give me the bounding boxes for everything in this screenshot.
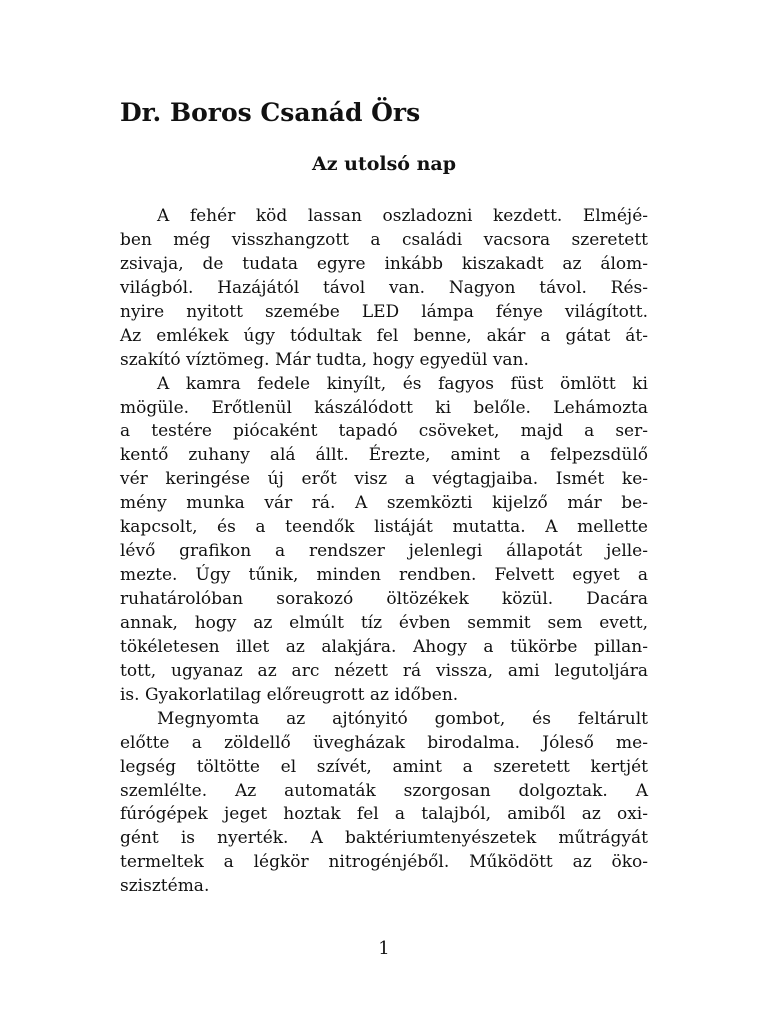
text-line: világból. Hazájától távol van. Nagyon távol. Rés- — [120, 277, 648, 298]
text-line: szemlélte. Az automaták szorgosan dolgoztak. A — [120, 780, 648, 801]
text-line: A fehér köd lassan oszladozni kezdett. Elméjé- — [157, 206, 648, 226]
text-line: ben még visszhangzott a családi vacsora szeretett — [120, 229, 648, 250]
text-line: kentő zuhany alá állt. Érezte, amint a felpezsdülő — [120, 445, 648, 466]
text-line: A kamra fedele kinyílt, és fagyos füst ömlött ki — [157, 373, 648, 394]
story-body — [120, 205, 648, 899]
paragraph — [120, 205, 648, 373]
text-line: lévő grafikon a rendszer jelenlegi állapotát jelle- — [120, 541, 648, 562]
chapter-title: Az utolsó nap — [311, 153, 457, 175]
text-line: mény munka vár rá. A szemközti kijelző már be- — [120, 493, 648, 514]
text-line: tott, ugyanaz az arc nézett rá vissza, ami legutoljára — [120, 660, 648, 681]
text-line: Megnyomta az ajtónyitó gombot, és feltárult — [157, 708, 648, 729]
text-line: szakító víztömeg. Már tudta, hogy egyedül van. — [120, 349, 529, 370]
text-line: annak, hogy az elmúlt tíz évben semmit sem evett, — [120, 612, 648, 633]
text-line: legség töltötte el szívét, amint a szeretett kertjét — [120, 756, 648, 777]
text-line: vér keringése új erőt visz a végtagjaiba. Ismét ke- — [120, 469, 648, 490]
page-number: 1 — [378, 938, 390, 959]
text-line: zsivaja, de tudata egyre inkább kiszakadt az álom- — [120, 253, 648, 274]
text-line: ruhatárolóban sorakozó öltözékek közül. Dacára — [120, 589, 648, 609]
text-line: nyire nyitott szemébe LED lámpa fénye világított. — [120, 301, 648, 322]
text-line: a testére piócaként tapadó csöveket, majd a ser- — [120, 421, 648, 442]
paragraph — [120, 708, 648, 900]
text-line: gént is nyerték. A baktériumtenyészetek műtrágyát — [120, 828, 648, 849]
text-line: szisztéma. — [120, 876, 210, 897]
text-line: mezte. Úgy tűnik, minden rendben. Felvett egyet a — [120, 565, 648, 586]
paragraph — [120, 373, 648, 708]
text-line: termeltek a légkör nitrogénjéből. Működött az öko- — [120, 852, 648, 873]
author-name: Dr. Boros Csanád Örs — [120, 98, 421, 127]
text-line: Az emlékek úgy tódultak fel benne, akár a gátat át- — [120, 325, 648, 346]
text-line: tökéletesen illet az alakjára. Ahogy a tükörbe pillan- — [120, 636, 648, 657]
text-line: is. Gyakorlatilag előreugrott az időben. — [120, 684, 459, 705]
text-line: előtte a zöldellő üvegházak birodalma. Jóleső me- — [120, 732, 648, 753]
text-line: kapcsolt, és a teendők listáját mutatta. A mellette — [120, 517, 648, 538]
text-line: fúrógépek jeget hoztak fel a talajból, amiből az oxi- — [120, 804, 648, 825]
text-line: mögüle. Erőtlenül kászálódott ki belőle. Lehámozta — [120, 397, 648, 418]
